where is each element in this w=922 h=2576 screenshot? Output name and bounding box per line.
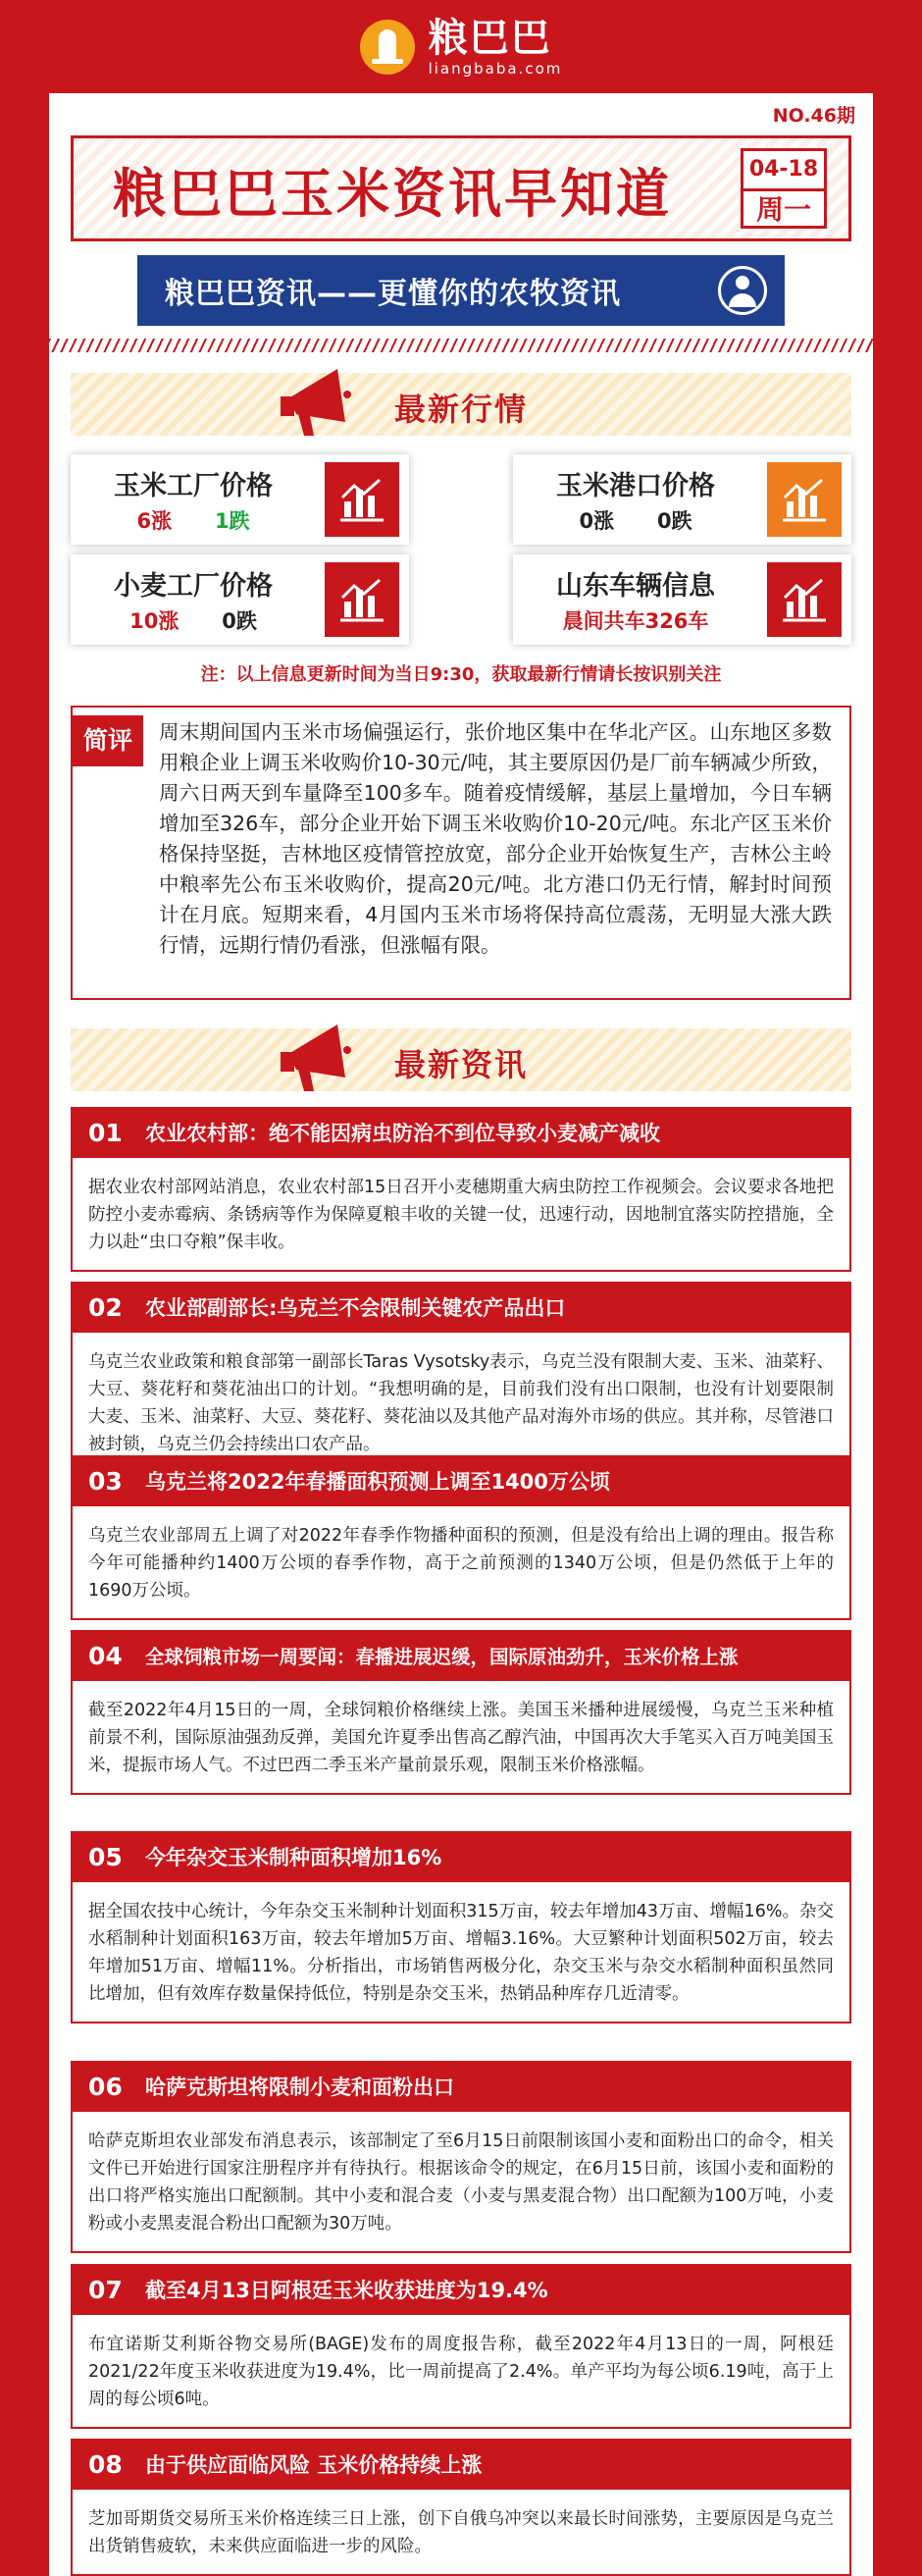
slogan-banner	[137, 255, 785, 326]
up-count: 10涨	[129, 609, 179, 633]
card-shandong-vehicles[interactable]	[513, 554, 851, 645]
bar-chart-icon	[325, 462, 399, 537]
logo-text	[429, 17, 563, 78]
date-day: 04-18	[743, 151, 824, 191]
news-number: 07	[88, 2275, 123, 2304]
card-corn-port[interactable]	[513, 454, 851, 545]
section-news-title: 最新资讯	[393, 1046, 528, 1083]
news-number: 02	[88, 1292, 123, 1322]
news-item[interactable]	[71, 1831, 851, 2024]
news-header	[71, 1831, 851, 1882]
news-title: 由于供应面临风险 玉米价格持续上涨	[145, 2453, 483, 2477]
vehicle-info: 晨间共车326车	[562, 609, 709, 633]
news-title: 哈萨克斯坦将限制小麦和面粉出口	[145, 2076, 454, 2099]
news-item[interactable]	[71, 2264, 851, 2429]
section-market-title: 最新行情	[393, 391, 528, 428]
news-header	[71, 1455, 851, 1506]
down-count: 0跌	[222, 609, 257, 633]
card-title: 玉米工厂价格	[114, 471, 273, 501]
news-header	[71, 1630, 851, 1681]
bar-chart-icon	[767, 562, 842, 637]
news-title: 乌克兰将2022年春播面积预测上调至1400万公顷	[145, 1470, 610, 1494]
news-body: 布宜诺斯艾利斯谷物交易所(BAGE)发布的周度报告称，截至2022年4月13日的一周，阿根廷2021/22年度玉米收获进度为19.4%，比一周前提高了2.4%。单产平均为每公顷6.19吨，高于上周的每公顷6吨。	[71, 2315, 851, 2429]
news-number: 01	[88, 1118, 123, 1147]
news-title: 农业农村部：绝不能因病虫防治不到位导致小麦减产减收	[145, 1122, 660, 1145]
slogan-text: 粮巴巴资讯——更懂你的农牧资讯	[165, 277, 621, 311]
news-body: 据农业农村部网站消息，农业农村部15日召开小麦穗期重大病虫防控工作视频会。会议要求各地把防控小麦赤霉病、条锈病等作为保障夏粮丰收的关键一仗，迅速行动，因地制宜落实防控措施，全力以赴“虫口夺粮”保丰收。	[71, 1158, 851, 1272]
news-body: 乌克兰农业部周五上调了对2022年春季作物播种面积的预测，但是没有给出上调的理由。报告称今年可能播种约1400万公顷的春季作物，高于之前预测的1340万公顷，但是仍然低于上年的1690万公顷。	[71, 1506, 851, 1620]
news-title: 今年杂交玉米制种面积增加16%	[145, 1846, 442, 1869]
card-wheat-factory[interactable]	[71, 554, 409, 645]
news-number: 03	[88, 1466, 123, 1496]
section-market	[71, 373, 851, 436]
card-title: 玉米港口价格	[556, 471, 715, 501]
page-title: 粮巴巴玉米资讯早知道	[113, 163, 672, 225]
news-body: 截至2022年4月15日的一周，全球饲粮价格继续上涨。美国玉米播种进展缓慢，乌克兰玉米种植前景不利，国际原油强劲反弹，美国允许夏季出售高乙醇汽油，中国再次大手笔买入百万吨美国玉米，提振市场人气。不过巴西二季玉米产量前景乐观，限制玉米价格涨幅。	[71, 1681, 851, 1795]
news-item[interactable]	[71, 1107, 851, 1272]
bar-chart-icon	[325, 562, 399, 637]
news-header	[71, 1282, 851, 1333]
news-number: 04	[88, 1641, 123, 1670]
news-number: 08	[88, 2449, 123, 2479]
comment-box	[71, 706, 851, 1000]
people-icon	[718, 266, 767, 315]
date-box	[741, 148, 827, 229]
bulletin-paper	[49, 93, 873, 2576]
news-body: 乌克兰农业政策和粮食部第一副部长Taras Vysotsky表示，乌克兰没有限制大麦、玉米、油菜籽、大豆、葵花籽和葵花油出口的计划。“我想明确的是，目前我们没有出口限制，也没有计划要限制大麦、玉米、油菜籽、大豆、葵花籽、葵花油以及其他产品对海外市场的供应。其并称，尽管港口被封锁，乌克兰仍会持续出口农产品。	[71, 1333, 851, 1474]
title-band	[71, 135, 851, 241]
news-title: 农业部副部长:乌克兰不会限制关键农产品出口	[145, 1296, 566, 1320]
news-item[interactable]	[71, 2061, 851, 2253]
wheat-logo-icon	[360, 20, 415, 75]
date-weekday: 周一	[755, 193, 811, 226]
news-item[interactable]	[71, 1630, 851, 1795]
update-note: 注：以上信息更新时间为当日9:30，获取最新行情请长按识别关注	[200, 664, 722, 685]
comment-tag: 简评	[73, 715, 143, 766]
news-number: 05	[88, 1842, 123, 1871]
logo-cn: 粮巴巴	[428, 15, 552, 61]
down-count: 1跌	[214, 509, 250, 533]
bar-chart-icon	[767, 462, 842, 537]
logo-en: liangbaba.com	[428, 59, 563, 78]
card-title: 小麦工厂价格	[114, 571, 273, 602]
news-header	[71, 2439, 851, 2490]
divider	[49, 339, 873, 352]
issue-number: NO.46期	[772, 105, 855, 127]
news-item[interactable]	[71, 1455, 851, 1620]
comment-text: 周末期间国内玉米市场偏强运行，张价地区集中在华北产区。山东地区多数用粮企业上调玉米收购价10-30元/吨，其主要原因仍是厂前车辆减少所致，周六日两天到车量降至100多车。随着疫情缓解，基层上量增加，今日车辆增加至326车，部分企业开始下调玉米收购价10-20元/吨。东北产区玉米价格保持坚挺，吉林地区疫情管控放宽，部分企业开始恢复生产，吉林公主岭中粮率先公布玉米收购价，提高20元/吨。北方港口仍无行情，解封时间预计在月底。短期来看，4月国内玉米市场将保持高位震荡，无明显大涨大跌行情，远期行情仍看涨，但涨幅有限。	[159, 720, 832, 957]
up-count: 0涨	[579, 509, 615, 533]
card-values	[513, 505, 758, 535]
card-corn-factory[interactable]	[71, 454, 409, 545]
card-values	[71, 505, 316, 535]
down-count: 0跌	[656, 509, 692, 533]
news-body: 据全国农技中心统计，今年杂交玉米制种计划面积315万亩，较去年增加43万亩、增幅16%。杂交水稻制种计划面积163万亩，较去年增加5万亩、增幅3.16%。大豆繁种计划面积502万亩，较去年增加51万亩、增幅11%。分析指出，市场销售两极分化，杂交玉米与杂交水稻制种面积虽然同比增加，但有效库存数量保持低位，特别是杂交玉米，热销品种库存几近清零。	[71, 1882, 851, 2024]
news-title: 全球饲粮市场一周要闻：春播进展迟缓，国际原油劲升，玉米价格上涨	[145, 1646, 739, 1668]
news-header	[71, 1107, 851, 1158]
news-header	[71, 2264, 851, 2315]
news-number: 06	[88, 2072, 123, 2101]
card-values	[71, 605, 316, 635]
news-title: 截至4月13日阿根廷玉米收获进度为19.4%	[145, 2279, 548, 2302]
header-logo	[0, 0, 922, 93]
news-item[interactable]	[71, 2439, 851, 2576]
up-count: 6涨	[136, 509, 173, 533]
news-header	[71, 2061, 851, 2112]
news-body: 哈萨克斯坦农业部发布消息表示，该部制定了至6月15日前限制该国小麦和面粉出口的命令，相关文件已开始进行国家注册程序并有待执行。根据该命令的规定，在6月15日前，该国小麦和面粉的出口将严格实施出口配额制。其中小麦和混合麦（小麦与黑麦混合物）出口配额为100万吨，小麦粉或小麦黑麦混合粉出口配额为30万吨。	[71, 2112, 851, 2253]
section-news	[71, 1028, 851, 1091]
news-item[interactable]	[71, 1282, 851, 1474]
news-body: 芝加哥期货交易所玉米价格连续三日上涨，创下自俄乌冲突以来最长时间涨势，主要原因是乌克兰出货销售疲软，未来供应面临进一步的风险。	[71, 2490, 851, 2576]
card-title: 山东车辆信息	[556, 571, 715, 602]
